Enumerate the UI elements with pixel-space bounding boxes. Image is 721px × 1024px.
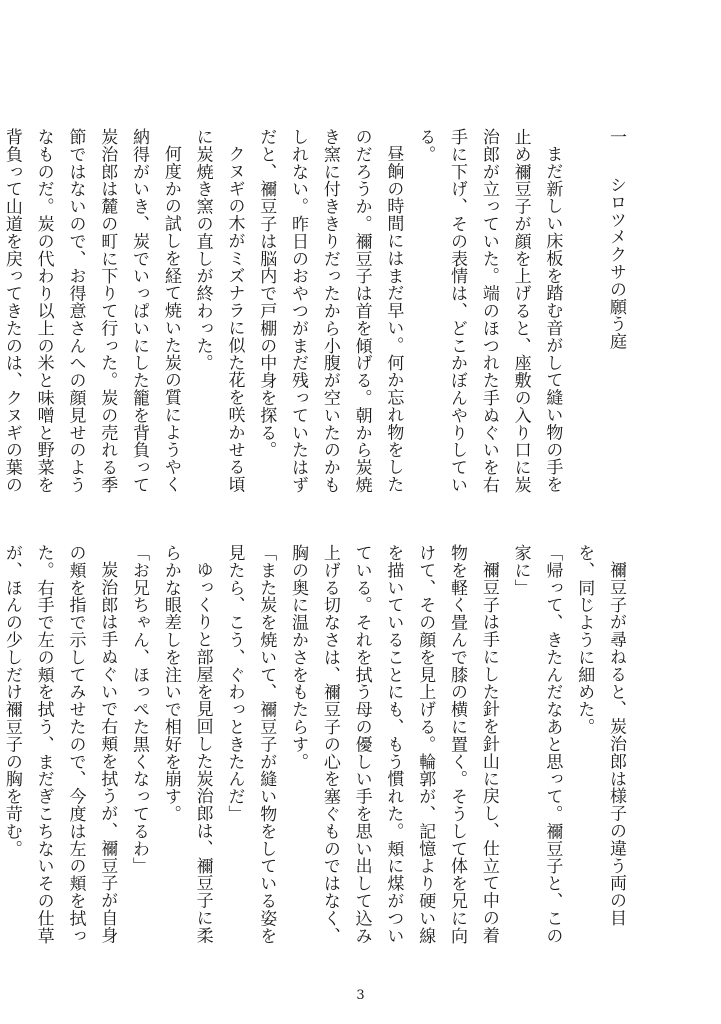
dialogue-line: 「また炭を焼いて、禰豆子が縫い物をしている姿を見たら、こう、ぐわっときたんだ」 [224,544,277,945]
paragraph: 何度かの試しを経て焼いた炭の質にようやく納得がいき、炭でいっぱいにした籠を背負って炭治郎は麓の町に下りて行った。炭の売れる季節ではないので、お得意さんへの顔見せのようなものだ。炭の代わり以上の米と味噌と野菜を背負って山道を戻ってきたのは、クヌギの葉の [1,128,181,494]
paragraph: 禰豆子が尋ねると、炭治郎は様子の違う両の目を、同じように細めた。 [574,544,626,927]
paragraph: 昼餉の時間にはまだ早い。何か忘れ物をしたのだろうか。禰豆子は首を傾げる。朝から炭焼き窯に付ききりだったから小腹が空いたのかもしれない。昨日のおやつがまだ残っていたはずだと、禰豆子は脳内で戸棚の中身を探る。 [256,128,404,494]
page-number: 3 [356,988,365,1003]
paragraph: 炭治郎は手ぬぐいで右頬を拭うが、禰豆子が自身の頬を指で示してみせたので、今度は左の頬を拭った。右手で左の頬を拭う、まだぎこちないその仕草が、ほんの少しだけ禰豆子の胸を苛む。 [1,544,118,945]
dialogue-line: 「帰って、きたんだなあと思って。禰豆子と、この家に」 [510,544,563,945]
chapter-heading [599,128,631,510]
dialogue-line: 「お兄ちゃん、ほっぺた黒くなってるわ」 [129,544,150,875]
paragraph: クヌギの木がミズナラに似た花を咲かせる頃に炭焼き窯の直しが終わった。 [192,128,245,493]
blank-line [567,128,599,510]
paragraph: まだ新しい床板を踏む音がして縫い物の手を止め禰豆子が顔を上げると、座敷の入り口に炭治郎が立っていた。端のほつれた手ぬぐいを右手に下げ、その表情は、どこかぼんやりしている。 [415,128,563,494]
upper-text-block [1,128,631,510]
chapter-title: シロツメクサの願う庭 [606,176,626,350]
lower-text-block [1,544,631,946]
paragraph: ゆっくりと部屋を見回した炭治郎は、禰豆子に柔らかな眼差しを注いで相好を崩す。 [160,544,213,944]
chapter-number: 一 [606,128,626,146]
paragraph: 禰豆子は手にした針を針山に戻し、仕立て中の着物を軽く畳んで膝の横に置く。そうして体を兄に向けて、その顔を見上げる。輪郭が、記憶より硬い線を描いていることにも、もう慣れた。頬に煤がついている。それを拭う母の優しい手を思い出して込み上げる切なさは、禰豆子の心を塞ぐものではなく、胸の奥に温かさをもたらす。 [288,544,499,945]
